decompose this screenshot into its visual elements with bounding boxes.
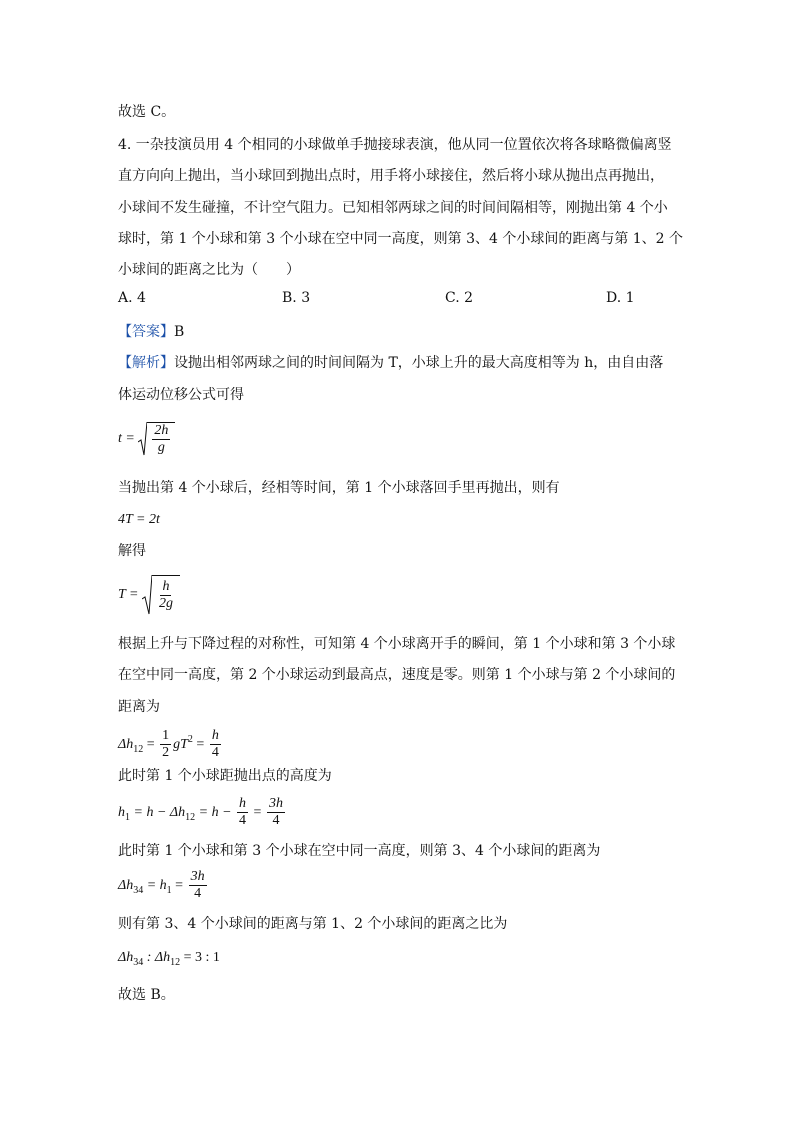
eq-den: 4	[194, 886, 202, 902]
prev-conclusion: 故选 C。	[118, 104, 176, 120]
sqrt-symbol	[142, 575, 180, 615]
eq-num: h	[211, 728, 219, 744]
eq-sub: 34	[133, 957, 144, 968]
equation-4t: 4T = 2t	[118, 512, 160, 527]
answer-value: B	[174, 324, 185, 340]
eq-lhs: t =	[118, 431, 135, 447]
eq-part: =	[175, 878, 184, 893]
analysis-line: 体运动位移公式可得	[118, 387, 244, 403]
question-line: 直方向向上抛出，当小球回到抛出点时，用手将小球接住，然后将小球从抛出点再抛出，	[118, 168, 664, 184]
eq-part: =	[146, 737, 155, 752]
sqrt-symbol	[138, 422, 175, 456]
eq-den: 4	[272, 813, 280, 829]
question-line: 小球间不发生碰撞，不计空气阻力。已知相邻两球之间的时间间隔相等，刚抛出第 4 个小	[118, 200, 668, 216]
eq-num: 3h	[190, 869, 205, 885]
analysis-line	[118, 353, 663, 373]
eq-sub: 12	[170, 957, 181, 968]
eq-part: Δh	[118, 878, 134, 893]
eq-part: =	[196, 737, 205, 752]
eq-part: = h −	[198, 805, 232, 820]
eq-part: gT	[173, 737, 188, 752]
analysis-line: 解得	[118, 543, 146, 559]
eq-part: : Δh	[146, 950, 171, 965]
eq-den: 2	[162, 745, 170, 761]
eq-den: 4	[211, 745, 219, 761]
analysis-line: 则有第 3、4 个小球间的距离与第 1、2 个小球间的距离之比为	[118, 916, 508, 932]
equation-t	[118, 422, 175, 456]
analysis-line: 当抛出第 4 个小球后，经相等时间，第 1 个小球落回手里再抛出，则有	[118, 480, 560, 496]
option-c: C. 2	[445, 290, 474, 306]
option-a: A. 4	[118, 290, 146, 306]
equation-ratio	[118, 948, 220, 973]
eq-num: h	[162, 579, 170, 594]
answer-tag: 【答案】	[118, 324, 174, 340]
eq-num: 3h	[268, 796, 283, 812]
eq-sup: 2	[187, 734, 193, 745]
eq-part: h	[118, 805, 125, 820]
eq-sub: 1	[125, 812, 130, 823]
eq-den: 2g	[158, 596, 173, 611]
eq-num: h	[239, 796, 247, 812]
eq-part: Δh	[118, 950, 134, 965]
eq-part: = h	[146, 878, 167, 893]
analysis-line: 此时第 1 个小球距抛出点的高度为	[118, 768, 332, 784]
eq-part: Δh	[118, 737, 134, 752]
analysis-line: 在空中同一高度，第 2 个小球运动到最高点，速度是零。则第 1 个小球与第 2 个小球间的	[118, 667, 676, 683]
eq-num: 1	[162, 728, 170, 744]
analysis-line: 距离为	[118, 699, 160, 715]
analysis-line: 此时第 1 个小球和第 3 个小球在空中同一高度，则第 3、4 个小球间的距离为	[118, 843, 601, 859]
equation-dh12	[118, 722, 223, 768]
answer-line	[118, 322, 184, 342]
eq-sub: 12	[133, 744, 144, 755]
question-line: 4. 一杂技演员用 4 个相同的小球做单手抛接球表演，他从同一位置依次将各球略微偏离竖	[118, 137, 672, 153]
option-b: B. 3	[282, 290, 311, 306]
eq-part: = 3 : 1	[183, 950, 220, 965]
equation-dh34	[118, 868, 209, 909]
eq-sub: 34	[133, 885, 144, 896]
question-line: 球时，第 1 个小球和第 3 个小球在空中同一高度，则第 3、4 个小球间的距离与第 1、2 个	[118, 231, 684, 247]
analysis-text: 设抛出相邻两球之间的时间间隔为 T，小球上升的最大高度相等为 h，由自由落	[174, 355, 664, 371]
eq-num: 2h	[154, 423, 169, 438]
eq-sub: 12	[185, 812, 196, 823]
equation-h1	[118, 795, 287, 836]
eq-sub: 1	[166, 885, 172, 896]
conclusion: 故选 B。	[118, 987, 175, 1003]
analysis-line: 根据上升与下降过程的对称性，可知第 4 个小球离开手的瞬间，第 1 个小球和第 3 个小球	[118, 636, 676, 652]
eq-lhs: T =	[118, 587, 139, 603]
analysis-tag: 【解析】	[118, 355, 174, 371]
question-line: 小球间的距离之比为（ ）	[118, 262, 300, 278]
equation-T	[118, 575, 180, 615]
eq-part: =	[253, 805, 262, 820]
eq-den: g	[157, 440, 165, 455]
eq-part: = h − Δh	[133, 805, 186, 820]
eq-den: 4	[239, 813, 247, 829]
option-d: D. 1	[606, 290, 635, 306]
